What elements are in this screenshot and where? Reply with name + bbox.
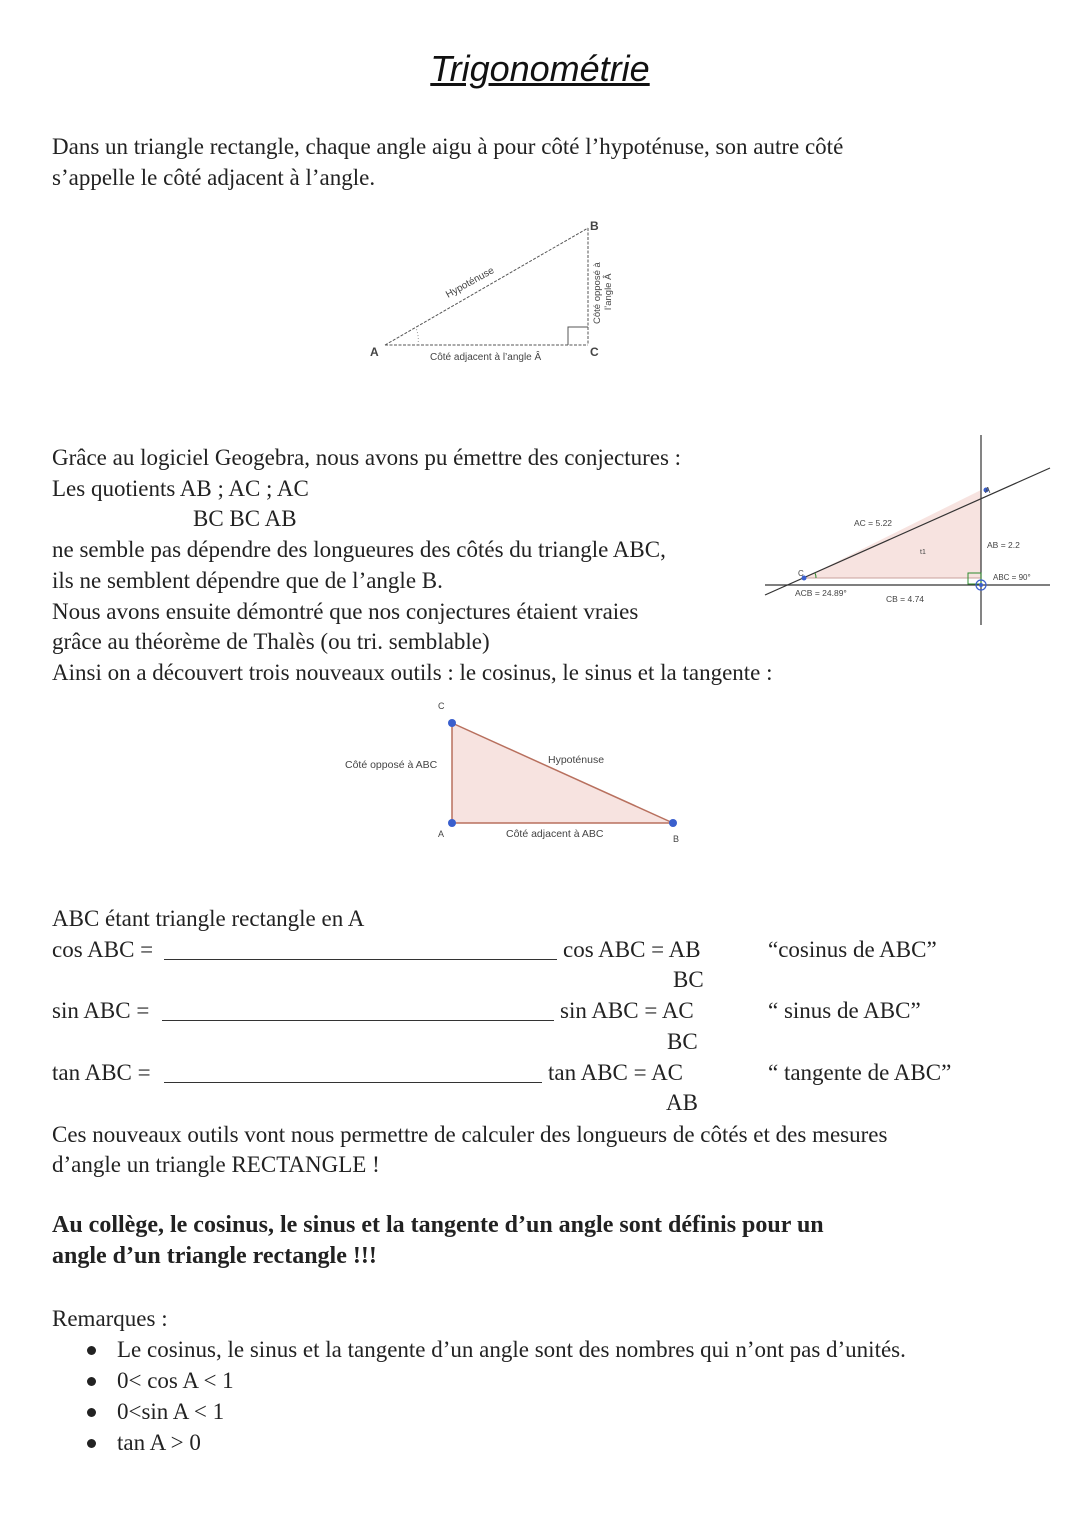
sin-answer-line [162, 1020, 554, 1021]
intro-line-2: s’appelle le côté adjacent à l’angle. [52, 165, 376, 190]
cos-denominator: BC [673, 967, 704, 992]
bullet-icon [87, 1439, 96, 1448]
geogebra-line-8: Ainsi on a découvert trois nouveaux outils : le cosinus, le sinus et la tangente : [52, 660, 773, 685]
sin-formula: sin ABC = AC [560, 998, 694, 1023]
angle-a-arc [416, 328, 418, 345]
tan-name: “ tangente de ABC” [768, 1060, 952, 1085]
tan-left: tan ABC = [52, 1060, 151, 1085]
geogebra-figure [760, 430, 1055, 630]
sin-left: sin ABC = [52, 998, 150, 1023]
cos-answer-line [164, 959, 557, 960]
point-b-dot [979, 583, 983, 587]
cos-name: “cosinus de ABC” [768, 937, 937, 962]
acb-angle: ACB = 24.89° [795, 588, 847, 598]
right-angle-marker [568, 327, 588, 345]
hypotenuse-abc-label: Hypoténuse [548, 754, 605, 766]
hypotenuse-side [385, 228, 588, 345]
triangle-abc [452, 723, 673, 823]
college-line-2: angle d’un triangle rectangle !!! [52, 1243, 377, 1269]
geogebra-line-3: BC BC AB [193, 506, 297, 531]
adjacent-label: Côté adjacent à l’angle Â [430, 352, 542, 363]
opposite-label-2: l’angle Â [603, 273, 614, 310]
point-b-label: B [590, 219, 599, 233]
tan-denominator: AB [666, 1090, 698, 1115]
triangle-point-c: C [438, 701, 445, 711]
tools-line-1: Ces nouveaux outils vont nous permettre de calculer des longueurs de côtés et des mesures [52, 1122, 888, 1147]
ab-length: AB = 2.2 [987, 540, 1020, 550]
geogebra-line-6: Nous avons ensuite démontré que nos conjectures étaient vraies [52, 599, 639, 624]
point-a-dot [448, 819, 456, 827]
opposite-label-1: Côté opposé à [592, 262, 603, 324]
tools-line-2: d’angle un triangle RECTANGLE ! [52, 1152, 380, 1177]
point-a-label: A [370, 345, 379, 359]
ac-length: AC = 5.22 [854, 518, 893, 528]
bullet-icon [87, 1346, 96, 1355]
geogebra-line-5: ils ne semblent dépendre que de l’angle B. [52, 568, 443, 593]
bullet-icon [87, 1377, 96, 1386]
geogebra-point-c: C [798, 569, 804, 578]
abc-angle: ABC = 90° [993, 573, 1031, 582]
tan-answer-line [164, 1082, 542, 1083]
adjacent-abc-label: Côté adjacent à ABC [506, 828, 604, 840]
cos-formula: cos ABC = AB [563, 937, 701, 962]
triangle-point-b: B [673, 834, 680, 844]
shaded-triangle [804, 490, 981, 578]
triangle-abc-figure [340, 695, 700, 850]
geogebra-line-2: Les quotients AB ; AC ; AC [52, 476, 309, 501]
geogebra-line-4: ne semble pas dépendre des longueures des côtés du triangle ABC, [52, 537, 666, 562]
intro-line-1: Dans un triangle rectangle, chaque angle aigu à pour côté l’hypoténuse, son autre côté [52, 134, 844, 159]
remark-item: Le cosinus, le sinus et la tangente d’un angle sont des nombres qui n’ont pas d’unités. [117, 1337, 906, 1362]
t1-label: t1 [920, 549, 926, 556]
tan-formula: tan ABC = AC [548, 1060, 684, 1085]
remarks-heading: Remarques : [52, 1306, 168, 1331]
remark-item: 0<sin A < 1 [117, 1399, 225, 1424]
remark-item: 0< cos A < 1 [117, 1368, 234, 1393]
point-b-dot [669, 819, 677, 827]
remark-item: tan A > 0 [117, 1430, 201, 1455]
cos-left: cos ABC = [52, 937, 154, 962]
triangle-point-a: A [438, 829, 445, 839]
hypotenuse-label: Hypoténuse [444, 265, 497, 301]
definitions-heading: ABC étant triangle rectangle en A [52, 906, 365, 931]
point-c-label: C [590, 345, 599, 359]
page-title: Trigonométrie [430, 48, 650, 89]
cb-length: CB = 4.74 [886, 594, 925, 604]
geogebra-point-a: A [985, 486, 991, 495]
opposite-abc-label: Côté opposé à ABC [345, 759, 438, 771]
point-c-dot [448, 719, 456, 727]
college-line-1: Au collège, le cosinus, le sinus et la tangente d’un angle sont définis pour un [52, 1212, 824, 1238]
bullet-icon [87, 1408, 96, 1417]
geogebra-line-1: Grâce au logiciel Geogebra, nous avons pu émettre des conjectures : [52, 445, 682, 470]
geogebra-line-7: grâce au théorème de Thalès (ou tri. semblable) [52, 629, 490, 654]
sin-denominator: BC [667, 1029, 698, 1054]
sin-name: “ sinus de ABC” [768, 998, 921, 1023]
right-triangle-figure [360, 210, 650, 375]
